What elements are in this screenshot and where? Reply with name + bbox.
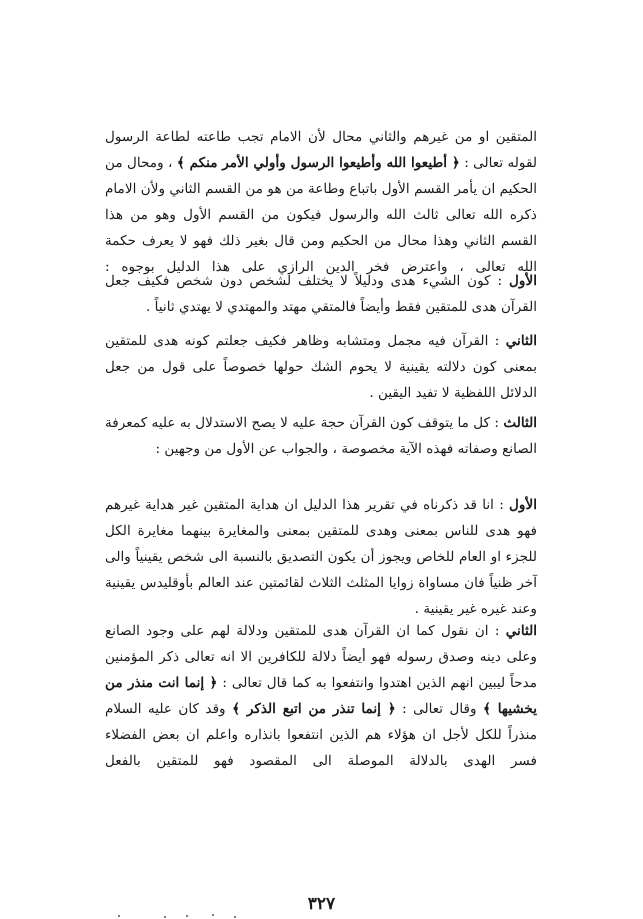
objection-first-heading: الأول xyxy=(509,273,538,289)
quran-quote: ﴿ أطيعوا الله وأطيعوا الرسول وأولي الأمر منكم ﴾ xyxy=(176,155,460,171)
objection-first-text: : كون الشيء هدى ودليلاً لا يختلف لشخص دون شخص فكيف جعل القرآن هدى للمتقين فقط وأيضاً فالمتقي مهتد والمهتدي لا يهتدي ثانياً . xyxy=(105,273,537,315)
quran-quote-2: ﴿ إنما تنذر من اتبع الذكر ﴾ xyxy=(232,701,396,717)
objection-third xyxy=(105,410,537,462)
scan-speck xyxy=(212,914,214,916)
answer-second xyxy=(105,618,537,774)
objection-third-heading: الثالث xyxy=(503,415,537,431)
answer-first-heading: الأول xyxy=(509,497,537,513)
answer-second-text-3: وقد كان عليه السلام منذراً للكل لأجل ان هؤلاء هم الذين انتفعوا بانذاره واعلم ان بعض الفضلاء فسر الهدى بالدلالة الموصلة الى المقصود فهو للمتقين بالفعل xyxy=(105,701,537,769)
paragraph-intro-text-2: ، ومحال من الحكيم ان يأمر القسم الأول باتباع وطاعة من هو من القسم الثاني ولأن الامام ذكره الله تعالى ثالث الله والرسول فيكون من القسم الأول وهو من هذا القسم الثاني وهذا محال من الحكيم ومن قال بغير ذلك فهو لا يعرف حكمة الله تعالى ، واعترض فخر الدين الرازي على هذا الدليل بوجوه : xyxy=(105,155,537,275)
objection-second-text: : القرآن فيه مجمل ومتشابه وظاهر فكيف جعلتم كونه هدى للمتقين بمعنى كون دلالته يقينية لا يحوم الشك حولها خصوصاً على قول من جعل الدلائل اللفظية لا تفيد اليقين . xyxy=(105,333,537,401)
answer-first-text: : انا قد ذكرناه في تقرير هذا الدليل ان هداية المتقين غير هداية غيرهم فهو هدى للناس بمعنى وهدى للمتقين بمعنى والمغايرة بينهما مغايرة الكل للجزء او العام للخاص ويجوز أن يكون التصديق بالنسبة الى شخص يقينياً والى آخر ظنياً فان مساواة زوايا المثلث الثلاث لقائمتين عند العالم بأوقليدس يقينية وعند غيره غير يقينية . xyxy=(105,497,537,617)
objection-second-heading: الثاني xyxy=(505,333,537,349)
objection-first xyxy=(105,268,537,320)
answer-second-text-2: وقال تعالى : xyxy=(402,701,477,717)
paragraph-intro xyxy=(105,124,537,280)
objection-second xyxy=(105,328,537,406)
scan-speck xyxy=(164,916,166,918)
book-page xyxy=(0,118,643,914)
paragraph-intro-text-1: المتقين او من غيرهم والثاني محال لأن الامام تجب طاعته لطاعة الرسول لقوله تعالى : xyxy=(105,129,537,171)
objection-third-text: : كل ما يتوقف كون القرآن حجة عليه لا يصح الاستدلال به عليه كمعرفة الصانع وصفاته فهذه الآية مخصوصة ، والجواب عن الأول من وجهين : xyxy=(105,415,537,457)
quran-quote-1: ﴿ إنما انت منذر من يخشيها ﴾ xyxy=(105,675,537,717)
scan-speck xyxy=(234,916,236,918)
scan-specks xyxy=(118,913,248,919)
answer-first xyxy=(105,492,537,622)
page-number: ٣٢٧ xyxy=(307,894,336,914)
scan-speck xyxy=(118,915,120,917)
scan-speck xyxy=(186,915,188,917)
answer-second-heading: الثاني xyxy=(505,623,537,639)
answer-second-text-1: : ان نقول كما ان القرآن هدى للمتقين ودلالة لهم على وجود الصانع وعلى دينه وصدق رسوله فهو أيضاً دلالة للكافرين الا انه تعالى ذكر المؤمنين مدحاً ليبين انهم الذين اهتدوا وانتفعوا به كما قال تعالى : xyxy=(105,623,538,691)
